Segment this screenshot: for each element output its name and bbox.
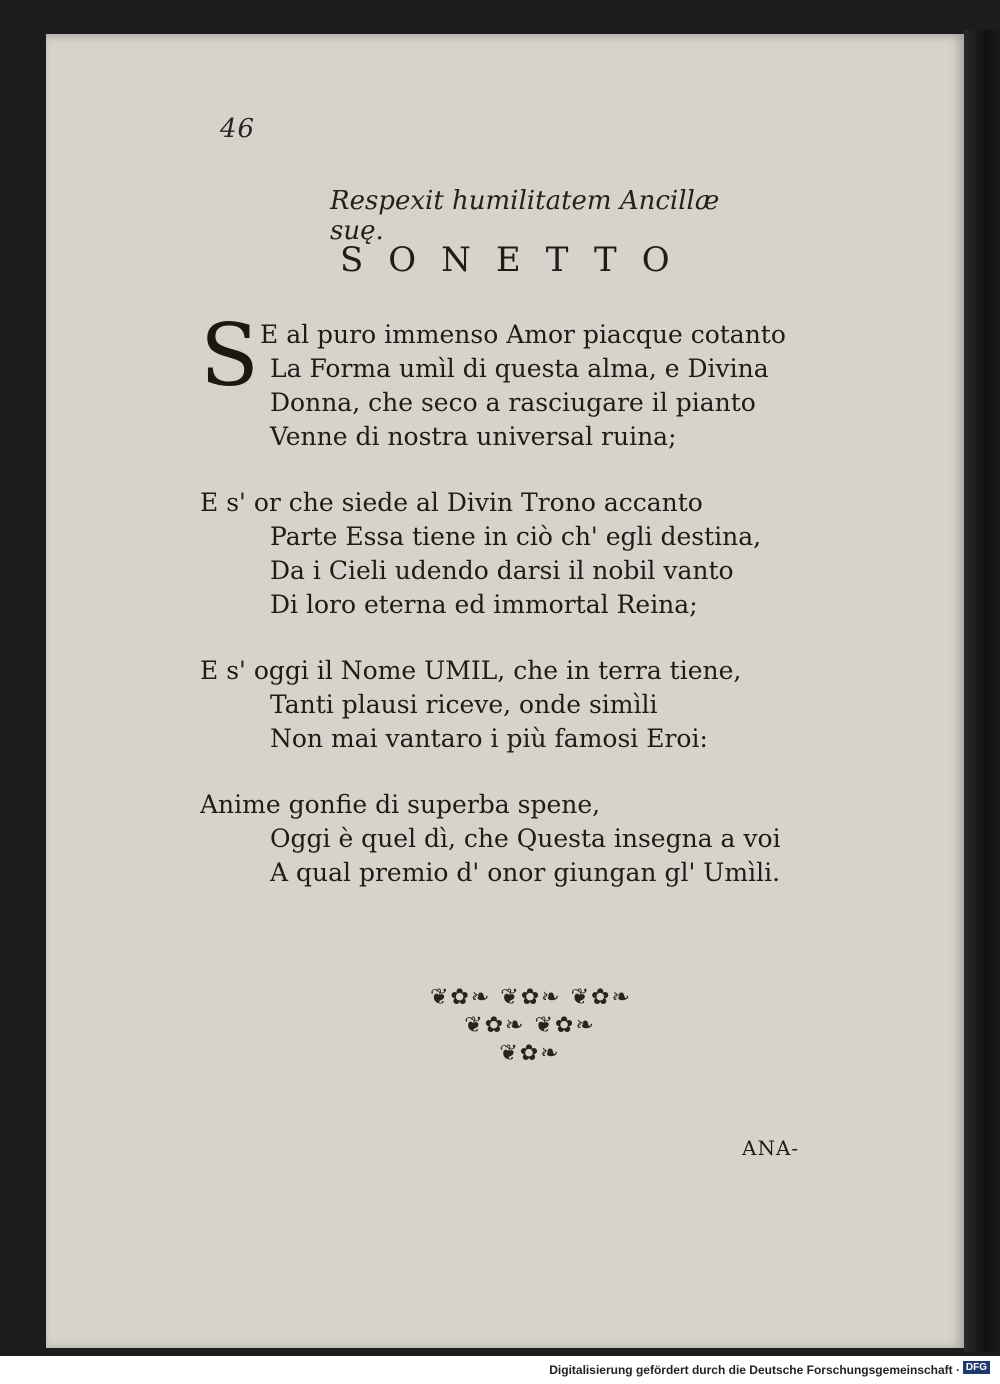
printers-ornament <box>430 984 630 1068</box>
poem-line: La Forma umìl di questa alma, e Divina <box>270 354 769 383</box>
catchword: ANA- <box>742 1136 800 1160</box>
stanza-2 <box>200 486 840 622</box>
poem-line: Venne di nostra universal ruina; <box>270 422 677 451</box>
stanza-1 <box>200 306 840 454</box>
stanza-4 <box>200 788 840 890</box>
drop-cap: S <box>200 306 259 406</box>
poem-line: Anime gonfie di superba spene, <box>200 790 601 819</box>
poem-line: Non mai vantaro i più famosi Eroi: <box>270 724 708 753</box>
stanza-3 <box>200 654 840 756</box>
ornament-row: ❦✿❧ ❦✿❧ ❦✿❧ <box>430 985 632 1010</box>
ornament-row: ❦✿❧ ❦✿❧ <box>464 1013 596 1038</box>
poem-line: Donna, che seco a rasciugare il pianto <box>270 388 756 417</box>
poem-line: A qual premio d' onor giungan gl' Umìli. <box>270 858 781 887</box>
page-heading: Respexit humilitatem Ancillæ suę. <box>330 186 720 246</box>
poem-line: Tanti plausi riceve, onde simìli <box>270 690 658 719</box>
poem-line: E s' oggi il Nome UMIL, che in terra tiene, <box>200 656 742 685</box>
poem-line: E s' or che siede al Divin Trono accanto <box>200 488 703 517</box>
dfg-logo-icon: DFG <box>963 1361 990 1374</box>
page-number: 46 <box>220 114 256 144</box>
book-spine <box>964 30 1000 1352</box>
ornament-row: ❦✿❧ <box>499 1041 561 1066</box>
footer-credit: Digitalisierung gefördert durch die Deutsche Forschungsgemeinschaft · <box>549 1363 960 1377</box>
poem-line: Oggi è quel dì, che Questa insegna a voi <box>270 824 781 853</box>
sonnet <box>200 306 840 922</box>
poem-title: SONETTO <box>340 240 695 280</box>
poem-line: E al puro immenso Amor piacque cotanto <box>260 320 786 349</box>
poem-line: Da i Cieli udendo darsi il nobil vanto <box>270 556 734 585</box>
poem-line: Di loro eterna ed immortal Reina; <box>270 590 698 619</box>
poem-line: Parte Essa tiene in ciò ch' egli destina, <box>270 522 762 551</box>
